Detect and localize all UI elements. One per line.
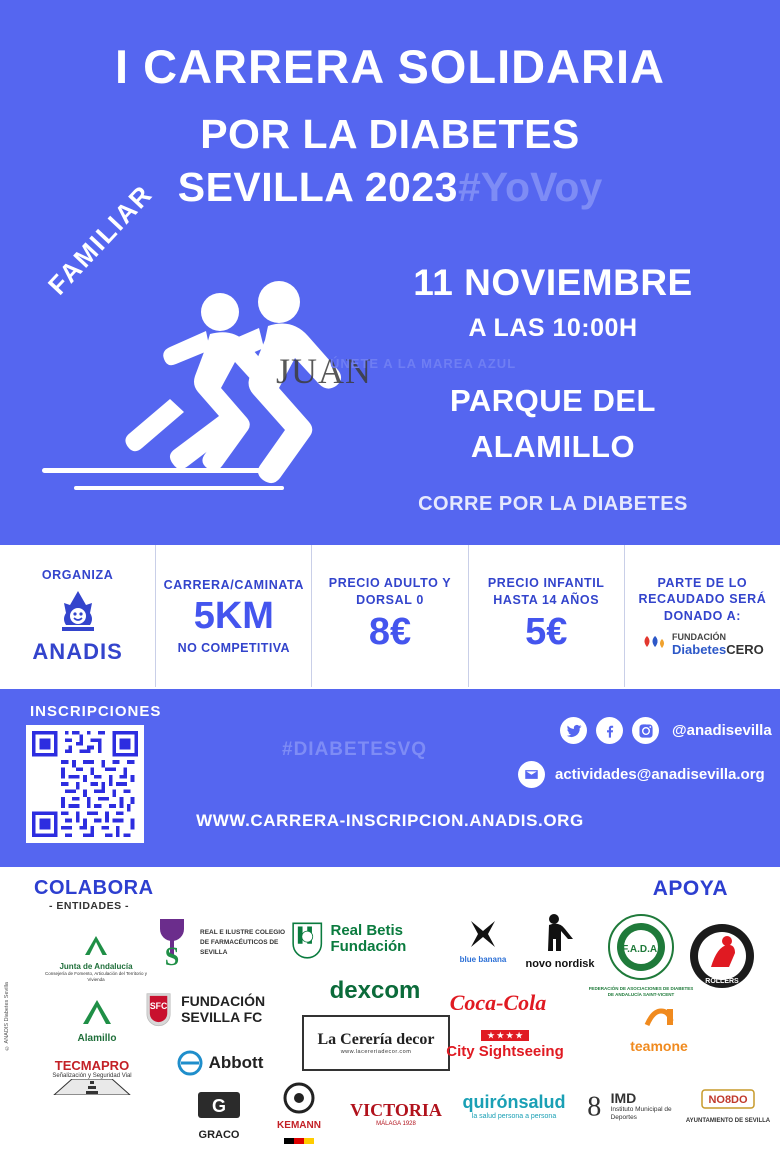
svg-text:S: S xyxy=(164,942,180,971)
nodo-icon xyxy=(700,1087,756,1113)
watermark-name: JUAN xyxy=(276,351,373,391)
twitter-icon[interactable] xyxy=(560,717,587,744)
social-links[interactable] xyxy=(560,717,772,744)
sponsor-sublabel: MÁLAGA 1928 xyxy=(376,1120,416,1127)
diabetescero-word-a: Diabetes xyxy=(672,642,727,658)
svg-text:G: G xyxy=(211,1095,227,1116)
sponsor-colegio-farmaceuticos xyxy=(144,911,294,975)
kemann-icon xyxy=(282,1081,316,1115)
child-price-value: 5€ xyxy=(525,610,568,653)
sponsor-la-cereria-decor xyxy=(302,1015,450,1071)
familiar-label: FAMILIAR xyxy=(42,178,159,301)
road-icon xyxy=(50,1079,134,1095)
svg-text:F.A.D.A.: F.A.D.A. xyxy=(622,943,660,955)
sponsor-sublabel: Señalización y Seguridad Vial xyxy=(52,1073,132,1079)
sponsor-label: FUNDACIÓN SEVILLA FC xyxy=(181,992,266,1025)
info-cell-donation xyxy=(625,545,780,687)
svg-text:8: 8 xyxy=(587,1091,602,1123)
sponsor-label: dexcom xyxy=(329,977,421,1004)
sponsor-label: IMD xyxy=(610,1089,637,1106)
diabetescero-text xyxy=(672,633,764,657)
event-details xyxy=(358,262,748,516)
inscripciones-label: INSCRIPCIONES xyxy=(30,703,162,720)
email-address[interactable]: actividades@anadisevilla.org xyxy=(555,766,765,783)
fada-icon xyxy=(605,913,677,981)
sponsor-sublabel: AYUNTAMIENTO DE SEVILLA xyxy=(685,1117,771,1124)
sponsor-badge: ★ ★ ★ ★ xyxy=(481,1030,528,1041)
colabora-subtitle: - ENTIDADES - xyxy=(49,900,129,912)
sponsor-sublabel: Consejería de Fomento, Articulación del Territorio y Vivienda xyxy=(45,971,147,982)
sponsor-quironsalud xyxy=(434,1083,594,1129)
page-title: I CARRERA SOLIDARIA xyxy=(115,40,665,93)
sponsor-coca-cola xyxy=(438,983,558,1023)
diabetescero-line1: FUNDACIÓN xyxy=(672,632,727,643)
sponsor-label: TECMAPRO xyxy=(54,1058,130,1073)
sponsor-alamillo xyxy=(52,995,142,1047)
diabetescero-line2 xyxy=(672,643,764,657)
info-cell-organiza xyxy=(0,545,156,687)
svg-text:ROLLERS: ROLLERS xyxy=(705,977,739,985)
event-place-line2: ALAMILLO xyxy=(470,429,636,464)
junta-andalucia-icon xyxy=(83,935,109,957)
diabetescero-mark-icon xyxy=(641,635,667,655)
sponsor-label: Alamillo xyxy=(77,1033,117,1044)
info-cell-adult-price xyxy=(312,545,468,687)
teamone-icon xyxy=(641,1005,677,1033)
registration-url[interactable]: WWW.CARRERA-INSCRIPCION.ANADIS.ORG xyxy=(196,811,584,830)
sponsor-teamone xyxy=(604,1003,714,1055)
hero-section xyxy=(0,0,780,545)
sponsor-label: La Cerería decor xyxy=(317,1031,435,1048)
anadis-wordmark: ANADIS xyxy=(32,639,123,665)
sponsor-label: VICTORIA xyxy=(350,1099,442,1120)
hashtag-diabetesvq: #DIABETESVQ xyxy=(282,739,428,760)
event-date: 11 NOVIEMBRE xyxy=(413,262,693,303)
sponsor-label: teamone xyxy=(630,1037,688,1054)
distance-sub: NO COMPETITIVA xyxy=(177,641,290,656)
email-row[interactable] xyxy=(518,761,765,788)
info-heading: ORGANIZA xyxy=(41,567,114,582)
sponsor-ayuntamiento-sevilla xyxy=(678,1081,778,1131)
title-year: SEVILLA 2023 xyxy=(177,164,458,211)
abbott-icon xyxy=(177,1050,203,1076)
mail-icon xyxy=(518,761,545,788)
sponsor-dexcom xyxy=(300,973,450,1009)
sponsor-label: blue banana xyxy=(459,955,507,964)
sponsors-section xyxy=(0,869,780,1141)
info-cell-distance xyxy=(156,545,312,687)
diabetescero-logo xyxy=(641,633,764,657)
event-time: A LAS 10:00H xyxy=(468,314,638,342)
sponsor-tecmapro xyxy=(28,1055,156,1103)
sponsor-label: Junta de Andalucía xyxy=(59,962,133,972)
distance-value: 5KM xyxy=(193,595,274,638)
sponsor-label: REAL E ILUSTRE COLEGIO DE FARMACÉUTICOS DE SEVILLA xyxy=(200,929,286,956)
midnight-rollers-icon xyxy=(687,921,757,991)
sponsor-abbott xyxy=(150,1043,290,1083)
novo-nordisk-icon xyxy=(540,911,580,953)
sponsor-grid xyxy=(14,903,771,1141)
sponsor-label: Coca-Cola xyxy=(449,990,547,1015)
title-subtitle: POR LA DIABETES xyxy=(200,111,580,158)
anadis-mark-icon xyxy=(56,589,100,637)
sponsor-label: quirónsalud xyxy=(462,1092,566,1112)
sponsor-junta-de-andalucia xyxy=(42,931,150,987)
info-cell-child-price xyxy=(469,545,625,687)
sponsor-sublabel: la salud persona a persona xyxy=(471,1113,557,1120)
info-strip xyxy=(0,545,780,687)
info-heading: PARTE DE LO RECAUDADO SERÁ DONADO A: xyxy=(638,575,767,624)
graco-icon xyxy=(196,1090,242,1124)
credit-text: © ANADIS Diabetes Sevilla xyxy=(4,982,10,1051)
sponsor-the-midnight-rollers xyxy=(674,913,770,1003)
sponsor-sevilla-fc-fundacion xyxy=(144,981,304,1037)
sponsor-label: novo nordisk xyxy=(525,957,595,970)
alamillo-icon xyxy=(80,998,114,1028)
watermark-subtitle: ÚNETE A LA MAREA AZUL xyxy=(330,356,517,371)
info-heading: CARRERA/CAMINATA xyxy=(163,577,304,592)
event-tagline: CORRE POR LA DIABETES xyxy=(418,493,688,515)
sponsor-label: Real Betis Fundación xyxy=(330,921,407,955)
sponsor-sublabel: www.lacereriadecor.com xyxy=(340,1049,412,1055)
info-heading: PRECIO INFANTIL HASTA 14 AÑOS xyxy=(487,576,605,608)
svg-text:SFC: SFC xyxy=(149,1001,168,1011)
sponsor-label: City Sightseeing xyxy=(446,1042,564,1060)
facebook-icon[interactable] xyxy=(596,717,623,744)
instagram-icon[interactable] xyxy=(632,717,659,744)
info-heading: PRECIO ADULTO Y DORSAL 0 xyxy=(328,576,452,608)
german-flag-icon xyxy=(284,1138,314,1144)
imd-icon xyxy=(584,1089,605,1123)
sponsor-sublabel: FEDERACIÓN DE ASOCIACIONES DE DIABETES DE ANDALUCÍA SAINT-VICENT xyxy=(588,985,694,997)
apoya-title: APOYA xyxy=(652,877,728,900)
social-handle[interactable]: @anadisevilla xyxy=(672,722,772,739)
adult-price-value: 8€ xyxy=(368,610,412,653)
sponsor-label: Abbott xyxy=(208,1053,264,1072)
colegio-farmaceuticos-icon xyxy=(150,915,194,971)
sevilla-fc-icon xyxy=(144,985,173,1033)
sponsor-city-sightseeing xyxy=(430,1025,580,1059)
sponsor-real-betis-fundacion xyxy=(290,911,450,967)
svg-text:NO8DO: NO8DO xyxy=(708,1093,748,1106)
contact-section xyxy=(0,689,780,867)
hashtag-yovoy: #YoVoy xyxy=(457,164,603,211)
event-place-line1: PARQUE DEL xyxy=(450,383,656,418)
colabora-title: COLABORA xyxy=(34,877,154,899)
real-betis-icon xyxy=(290,916,324,962)
anadis-logo xyxy=(32,589,122,665)
sponsor-label: KEMANN xyxy=(277,1120,321,1131)
sponsor-label: GRACO xyxy=(198,1128,240,1141)
blue-banana-icon xyxy=(466,918,500,950)
sponsor-sublabel: Instituto Municipal de Deportes xyxy=(610,1105,672,1121)
diabetescero-word-b: CERO xyxy=(726,642,764,658)
